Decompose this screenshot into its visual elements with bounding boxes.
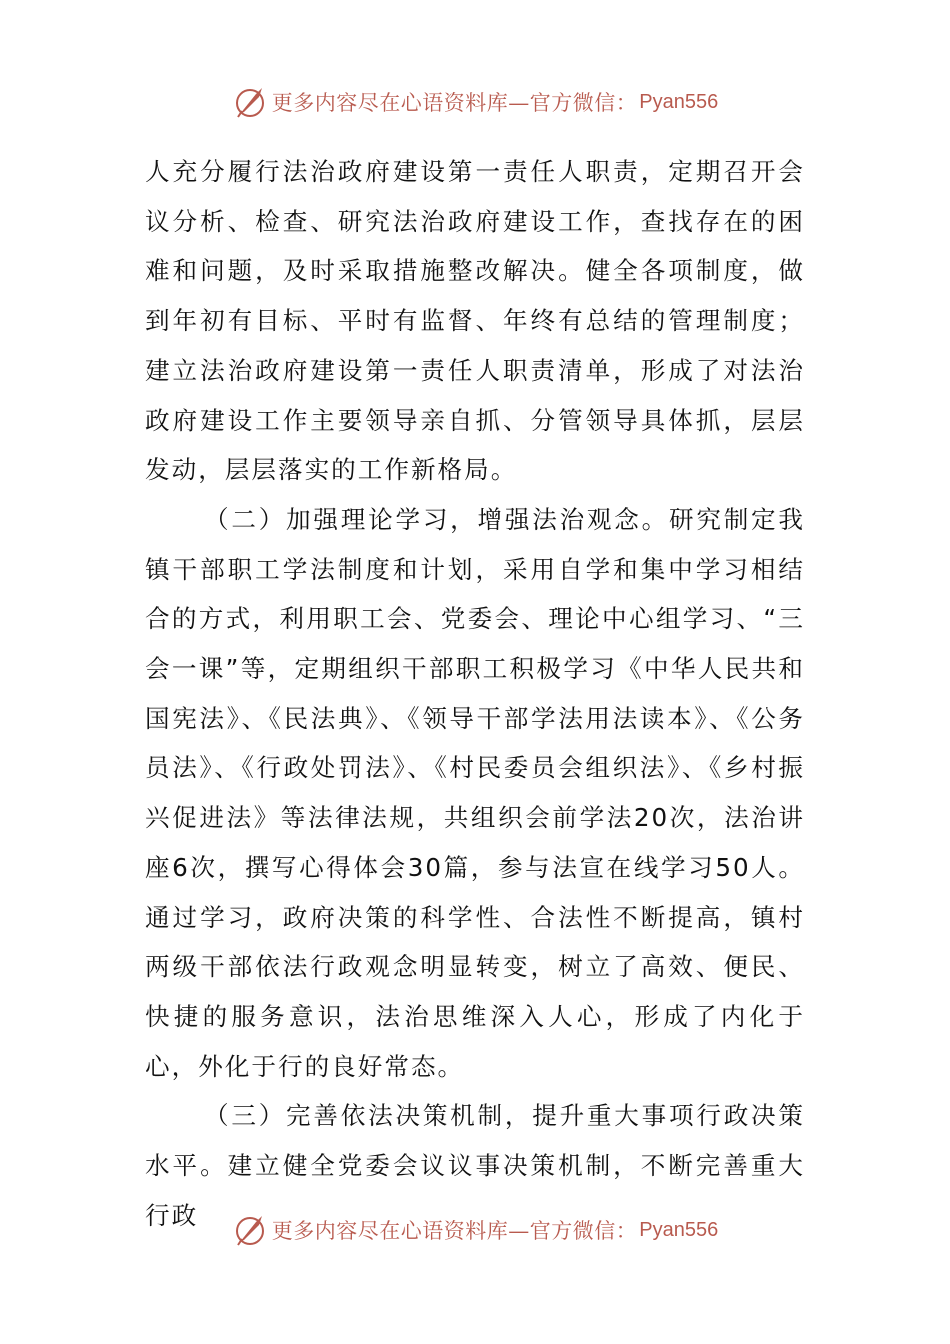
body-text: [145, 147, 805, 1240]
quill-logo-icon: [232, 1212, 268, 1248]
quill-logo-icon: [232, 84, 268, 120]
footer-watermark: [0, 1210, 950, 1250]
header-watermark: [0, 82, 950, 122]
footer-watermark-handle: Pyan556: [639, 1218, 719, 1241]
header-watermark-text: 更多内容尽在心语资料库—官方微信：: [271, 91, 638, 115]
paragraph-continuation: 人充分履行法治政府建设第一责任人职责，定期召开会议分析、检查、研究法治政府建设工作，查找存在的困难和问题，及时采取措施整改解决。健全各项制度，做到年初有目标、平时有监督、年终有总结的管理制度；建立法治政府建设第一责任人职责清单，形成了对法治政府建设工作主要领导亲自抓、分管领导具体抓，层层发动，层层落实的工作新格局。: [145, 157, 805, 485]
header-watermark-handle: Pyan556: [639, 90, 719, 113]
paragraph-section-3: （三）完善依法决策机制，提升重大事项行政决策水平。建立健全党委会议议事决策机制，不断完善重大行政: [145, 1101, 805, 1230]
footer-watermark-text: 更多内容尽在心语资料库—官方微信：: [271, 1219, 638, 1243]
paragraph-section-2: （二）加强理论学习，增强法治观念。研究制定我镇干部职工学法制度和计划，采用自学和集中学习相结合的方式，利用职工会、党委会、理论中心组学习、“三会一课”等，定期组织干部职工积极学习《中华人民共和国宪法》、《民法典》、《领导干部学法用法读本》、《公务员法》、《行政处罚法》、《村民委员会组织法》、《乡村振兴促进法》等法律法规，共组织会前学法20次，法治讲座6次，撰写心得体会30篇，参与法宣在线学习50人。通过学习，政府决策的科学性、合法性不断提高，镇村两级干部依法行政观念明显转变，树立了高效、便民、快捷的服务意识，法治思维深入人心，形成了内化于心，外化于行的良好常态。: [145, 504, 805, 1081]
